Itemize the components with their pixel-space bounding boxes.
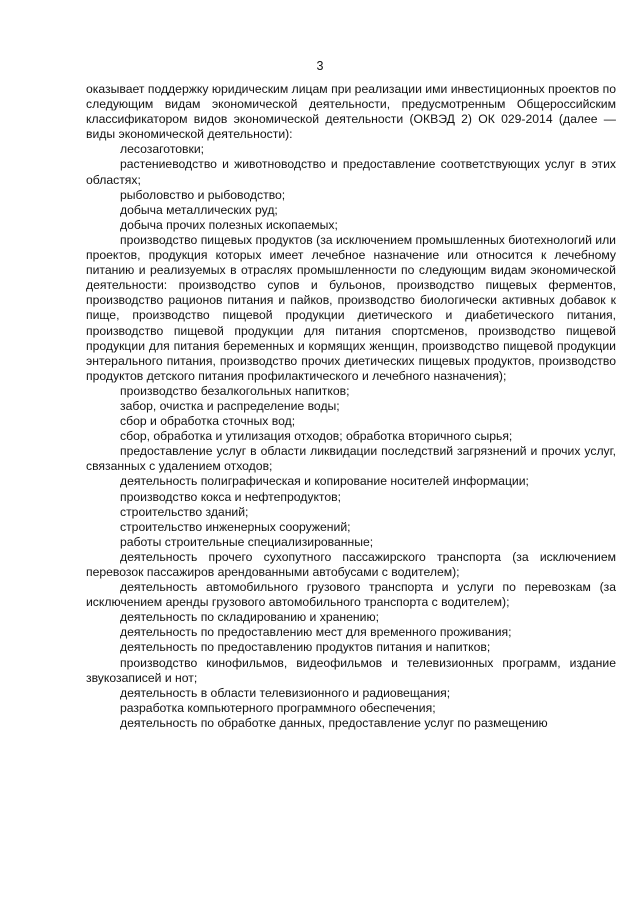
activity-item-data-processing: деятельность по обработке данных, предоставление услуг по размещению [120, 715, 548, 730]
activity-item-civil-engineering: строительство инженерных сооружений; [120, 519, 351, 534]
activity-item-crop-livestock: растениеводство и животноводство и предоставление соответствующих услуг в этих областях; [86, 157, 616, 187]
activity-item-other-mining: добыча прочих полезных ископаемых; [120, 217, 338, 232]
activity-item-metal-ores: добыча металлических руд; [120, 202, 278, 217]
activity-item-passenger-transport: деятельность прочего сухопутного пассажирского транспорта (за исключением перевозок пассажиров арендованными автобусами с водителем); [86, 549, 616, 579]
activity-item-water-supply: забор, очистка и распределение воды; [120, 398, 340, 413]
activity-item-logging: лесозаготовки; [120, 142, 205, 157]
activity-item-waste: сбор, обработка и утилизация отходов; обработка вторичного сырья; [120, 429, 513, 444]
activity-item-coke-petroleum: производство кокса и нефтепродуктов; [120, 489, 341, 504]
activity-item-software-development: разработка компьютерного программного обеспечения; [120, 700, 436, 715]
activity-item-film-production: производство кинофильмов, видеофильмов и телевизионных программ, издание звукозаписей и нот; [86, 655, 616, 685]
activity-item-specialised-construction: работы строительные специализированные; [120, 534, 374, 549]
activity-item-sewerage: сбор и обработка сточных вод; [120, 414, 296, 429]
activity-item-soft-drinks: производство безалкогольных напитков; [120, 383, 350, 398]
intro-paragraph: оказывает поддержку юридическим лицам при реализации ими инвестиционных проектов по следующим видам экономической деятельности, предусмотренным Общероссийским классификатором видов экономической деятельности (ОКВЭД 2) ОК 029-2014 (далее — виды экономической деятельности): [86, 82, 616, 142]
activity-item-remediation: предоставление услуг в области ликвидации последствий загрязнений и прочих услуг, связанных с удалением отходов; [86, 444, 616, 474]
activity-item-broadcasting: деятельность в области телевизионного и радиовещания; [120, 685, 451, 700]
page-number: 3 [316, 59, 324, 73]
activity-item-buildings: строительство зданий; [120, 504, 249, 519]
activity-item-food-products: производство пищевых продуктов (за исключением промышленных биотехнологий или проектов, продукция которых имеет лечебное назначение или относится к лечебному питанию и реализуемых в отраслях промышленности по следующим видам экономической деятельности: производство супов и бульонов, производство пищевых ферментов, производство рационов питания и пайков, производство биологически активных добавок к пище, производство пищевой продукции диетического и диабетического питания, производство пищевой продукции для питания спортсменов, производство пищевой продукции для питания беременных и кормящих женщин, производство пищевой продукции энтерального питания, производство прочих диетических пищевых продуктов, производство продуктов детского питания профилактического и лечебного назначения); [86, 232, 616, 383]
activity-item-food-service: деятельность по предоставлению продуктов питания и напитков; [120, 640, 491, 655]
activity-item-warehousing: деятельность по складированию и хранению; [120, 610, 379, 625]
activity-item-printing: деятельность полиграфическая и копирование носителей информации; [120, 474, 529, 489]
document-body [86, 82, 616, 731]
activity-item-accommodation: деятельность по предоставлению мест для временного проживания; [120, 625, 512, 640]
activity-item-freight-transport: деятельность автомобильного грузового транспорта и услуги по перевозкам (за исключением аренды грузового автомобильного транспорта с водителем); [86, 580, 616, 610]
activity-item-fishing: рыболовство и рыбоводство; [120, 187, 286, 202]
